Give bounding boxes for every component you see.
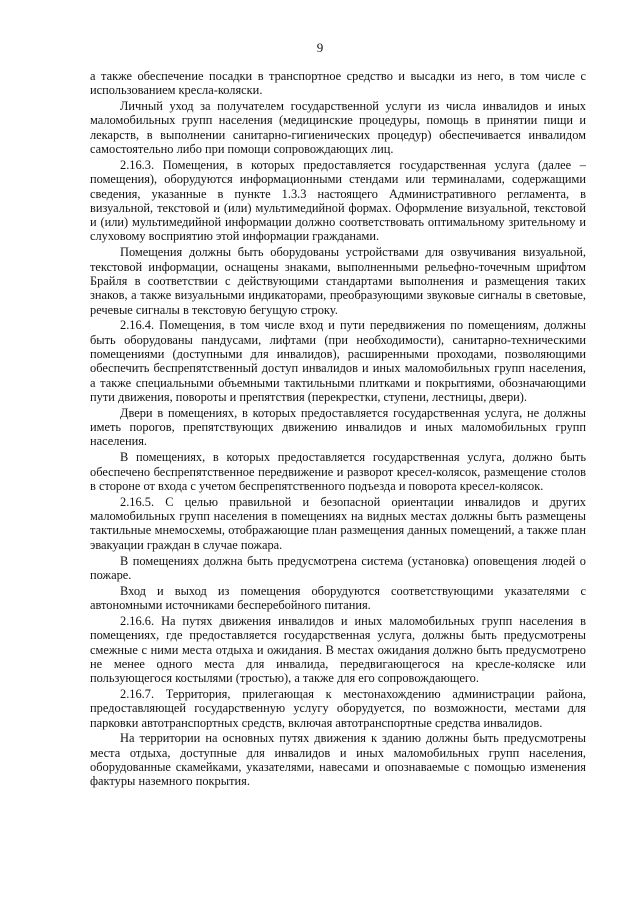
paragraph: В помещениях, в которых предоставляется государственная услуга, должно быть обеспечено беспрепятственное передвижение и разворот кресел-колясок, размещение столов в стороне от входа с учетом беспрепятственного подъезда и поворота кресел-колясок. bbox=[90, 450, 586, 493]
body-text bbox=[90, 69, 586, 790]
paragraph: Вход и выход из помещения оборудуются соответствующими указателями с автономными источниками бесперебойного питания. bbox=[90, 583, 586, 613]
paragraph: В помещениях должна быть предусмотрена система (установка) оповещения людей о пожаре. bbox=[90, 553, 586, 582]
paragraph: Личный уход за получателем государственной услуги из числа инвалидов и иных маломобильных групп населения (медицинские процедуры, помощь в принятии пищи и лекарств, в выполнении санитарно-гигиенических процедур) обеспечивается инвалидом самостоятельно либо при помощи сопровождающих лиц. bbox=[90, 99, 586, 157]
page-number: 9 bbox=[316, 40, 324, 55]
paragraph: Помещения должны быть оборудованы устройствами для озвучивания визуальной, текстовой информации, оснащены знаками, выполненными рельефно-точечным шрифтом Брайля в соответствии с действующими стандартами выполнения и размещения таких знаков, а также визуальными индикаторами, преобразующими звуковые сигналы в световые, речевые сигналы в текстовую бегущую строку. bbox=[90, 245, 586, 317]
paragraph: 2.16.6. На путях движения инвалидов и иных маломобильных групп населения в помещениях, где предоставляется государственная услуга, должны быть предусмотрены смежные с ними места отдыха и ожидания. В местах ожидания должно быть предусмотрено не менее одного места для инвалида, передвигающегося на кресле-коляске или пользующегося костылями (тростью), а также для его сопровождающего. bbox=[90, 613, 586, 686]
paragraph: 2.16.7. Территория, прилегающая к местонахождению администрации района, предоставляющей государственную услугу оборудуется, по возможности, местами для парковки автотранспортных средств, включая автотранспортные средства инвалидов. bbox=[90, 687, 586, 730]
paragraph: 2.16.4. Помещения, в том числе вход и пути передвижения по помещениям, должны быть оборудованы пандусами, лифтами (при необходимости), санитарно-техническими помещениями (доступными для инвалидов), расширенными проходами, позволяющими обеспечить беспрепятственный доступ инвалидов и иных маломобильных групп населения, а также специальными объемными тактильными плитками и покрытиями, обозначающими пути движения, повороты и препятствия (перекрестки, ступени, лестницы, двери). bbox=[90, 318, 586, 404]
paragraph: а также обеспечение посадки в транспортное средство и высадки из него, в том числе с использованием кресла-коляски. bbox=[90, 69, 586, 98]
paragraph: 2.16.5. С целью правильной и безопасной ориентации инвалидов и других маломобильных групп населения в помещениях на видных местах должны быть размещены тактильные мнемосхемы, отображающие план размещения данных помещений, а также план эвакуации граждан в случае пожара. bbox=[90, 494, 586, 552]
paragraph: На территории на основных путях движения к зданию должны быть предусмотрены места отдыха, доступные для инвалидов и иных маломобильных групп населения, оборудованные скамейками, указателями, навесами и опознаваемые с помощью изменения фактуры наземного покрытия. bbox=[90, 731, 586, 789]
paragraph: Двери в помещениях, в которых предоставляется государственная услуга, не должны иметь порогов, препятствующих движению инвалидов и иных маломобильных групп населения. bbox=[90, 405, 586, 449]
paragraph: 2.16.3. Помещения, в которых предоставляется государственная услуга (далее – помещения), оборудуются информационными стендами или терминалами, содержащими сведения, указанные в пункте 1.3.3 настоящего Административного регламента, в визуальной, текстовой и (или) мультимедийной формах. Оформление визуальной, текстовой и (или) мультимедийной информации должно соответствовать оптимальному зрительному и слуховому восприятию этой информации гражданами. bbox=[90, 157, 586, 244]
